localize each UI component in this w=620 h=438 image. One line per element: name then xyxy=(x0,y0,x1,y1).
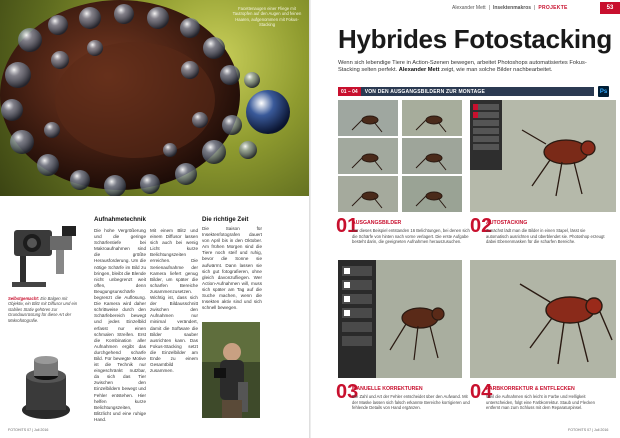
header-topic: Insektenmakros xyxy=(492,5,532,11)
thumb-grid xyxy=(338,100,462,212)
step-range: 01 – 04 xyxy=(338,87,361,96)
left-footer: FOTOHITS 07 | Juli 2016 xyxy=(8,428,49,432)
step-4 xyxy=(470,382,610,426)
right-footer: FOTOHITS 07 | Juli 2016 xyxy=(568,428,609,432)
step1-image-grid xyxy=(338,100,462,212)
equipment-caption xyxy=(8,296,78,323)
photographer-photo xyxy=(202,322,260,418)
technique-body-2: Mit einem Blitz und einem Diffusor lassen sich auch bei wenig Licht kurze Belichtungszeiten erreichen. Die Serienaufnahme der Kamera liefert genug Bilder, um später die scharfen Bereiche zusammenzusetzen. Wichtig ist, dass sich der Bildausschnitt zwischen den Aufnahmen nur minimal verändert, damit die Software die Bilder sauber ausrichten kann. Das Fokus-Stacking setzt die Einzelbilder am Ende zu einem Gesamtbild zusammen. xyxy=(150,228,198,374)
step-3-number: 03 xyxy=(336,381,359,403)
article-title: Hybrides Fotostacking xyxy=(338,24,612,54)
column-technique xyxy=(94,216,194,226)
step-3-text: Die Zahl und Art der Fehler entscheidet über den Aufwand. Mit der Maske lassen sich falsch erkannte Bereiche korrigieren und fehlende Details von Hand ergänzen. xyxy=(352,394,470,411)
header-section: PROJEKTE xyxy=(538,5,568,11)
fly-eye-photo xyxy=(0,0,309,196)
step3-manual-image xyxy=(338,260,462,378)
step-3-title: MANUELLE KORREKTUREN xyxy=(352,386,423,392)
step-3 xyxy=(336,381,470,426)
photoshop-icon: Ps xyxy=(598,86,609,97)
step-2-text: Zunächst lädt man die Bilder in einen Stapel, lässt sie automatisch ausrichten und überblendet sie. Photoshop erzeugt dabei Ebenenmasken für die scharfen Bereiche. xyxy=(486,228,605,245)
step-1-title: AUSGANGSBILDER xyxy=(352,220,402,226)
lead-end: zeigt, wie man solche Bilder nachbearbeitet. xyxy=(441,67,553,74)
column-right-time xyxy=(202,216,262,311)
lens-photo xyxy=(16,352,76,424)
column-text-1 xyxy=(94,228,146,423)
step4-final-image xyxy=(470,260,616,378)
article-lead xyxy=(338,60,608,75)
equipment-photo xyxy=(4,216,82,294)
lead-text: Wenn sich lebendige Tiere in Action-Szenen bewegen, arbeitet Photoshops automatisiertes Fokus-Stacking selten perfekt. xyxy=(338,60,587,74)
step-2-number: 02 xyxy=(470,215,493,237)
caption-label: Selbstgemacht: xyxy=(8,296,40,301)
header-author: Alexander Mett xyxy=(452,5,486,11)
gutter xyxy=(309,0,311,438)
step-1-number: 01 xyxy=(336,215,359,237)
running-header: Alexander Mett | Insektenmakros | PROJEKTE xyxy=(452,5,568,11)
compound-eye-illustration xyxy=(0,0,309,196)
lead-author: Alexander Mett xyxy=(398,67,440,74)
step-bar xyxy=(338,87,594,96)
time-body: Die Saison für Insektenfotografen dauert von April bis in den Oktober. Am frühen Morgen sind die Tiere noch steif und ruhig, bevor die Sonne sie aufwärmt. Dann lassen sie sich gut fotografieren, ohne gleich davonzufliegen. Wer Action-Aufnahmen will, muss sich später am Tag auf die Suche machen, wenn die Insekten aktiv sind und sich schnell bewegen. xyxy=(202,226,262,311)
time-heading: Die richtige Zeit xyxy=(202,216,249,223)
caption-text: Ein Balgen mit Objektiv, ein Blitz mit Diffusor und ein stabiles Stativ gehören zur Grundausrüstung für diese Art der Makrofotografie. xyxy=(8,296,78,323)
step-2-title: AUTOSTACKING xyxy=(486,220,528,226)
technique-body: Die hohe Vergrößerung und die geringe Schärfentiefe bei Makroaufnahmen sind die größte Herausforderung. Um die nötige Schärfe im Bild zu bringen, bleibt die Blende nicht unbegrenzt weit offen, denn Beugungsunschärfe begrenzt die Auflösung. Die Kamera wird daher schrittweise durch den Schärfebereich bewegt und jedes Einzelbild erfasst nur einen schmalen Streifen. Erst die Kombination aller Aufnahmen ergibt das durchgehend scharfe Bild. Für bewegte Motive ist die Technik nur eingeschränkt nutzbar, da sich das Tier zwischen den Einzelbildern bewegt und Fehler entstehen. Hier helfen kurze Belichtungszeiten, Blitzlicht und eine ruhige Hand. xyxy=(94,228,146,422)
step-1-text: Für dieses Beispiel entstanden 16 Belichtungen, bei denen sich die Schärfe von hinten nach vorne verlagert. Die erste Aufgabe besteht darin, die geeigneten Aufnahmen herauszusuchen. xyxy=(352,228,470,245)
step-4-title: FARBKORREKTUR & ENTFLECKEN xyxy=(486,386,575,392)
hero-caption: Facettenaugen einer Fliege mit Tautropfen auf den Augen und feinen Haaren, aufgenommen mit Fokus-Stacking xyxy=(232,6,302,28)
step-1 xyxy=(336,215,470,256)
column-text-2 xyxy=(150,228,198,374)
step-4-text: Weil die Aufnahmen sich leicht in Farbe und Helligkeit unterscheiden, folgt eine Farbkorrektur. Staub und Flecken entfernt man zum Schluss mit dem Reparaturpinsel. xyxy=(486,394,595,411)
technique-heading: Aufnahmetechnik xyxy=(94,216,146,223)
step-4-number: 04 xyxy=(470,381,493,403)
step2-autostack-image xyxy=(470,100,616,212)
page-number: 53 xyxy=(600,2,620,14)
step-label: VON DEN AUSGANGSBILDERN ZUR MONTAGE xyxy=(364,88,486,95)
step-2 xyxy=(470,216,610,256)
